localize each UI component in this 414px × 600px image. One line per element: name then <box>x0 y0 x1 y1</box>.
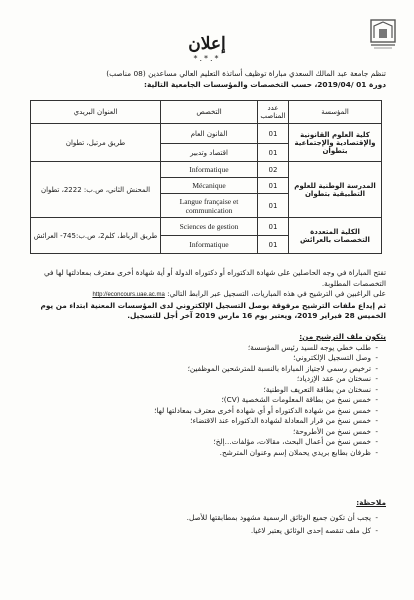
specialty-cell: Sciences de gestion <box>161 218 258 236</box>
table-row <box>31 162 382 178</box>
specialty-cell: اقتصاد وتدبير <box>161 144 258 162</box>
notes-list <box>30 513 386 537</box>
table-row <box>31 124 382 144</box>
count-cell: 01 <box>258 218 289 236</box>
list-item: - خمس نسخ من الأطروحة؛ <box>30 427 378 438</box>
institution-cell: كلية العلوم القانونية والإقتصادية والإجتماعية بتطوان <box>289 124 382 162</box>
list-item: - ترخيص رسمي لاجتياز المباراة بالنسبة للمترشحين الموظفين؛ <box>30 364 378 375</box>
page-title: إعلان <box>188 34 226 54</box>
registration-text <box>30 289 386 301</box>
title-stars: *.*.* <box>193 54 221 63</box>
list-item: - يجب أن تكون جميع الوثائق الرسمية مشهود بمطابقتها للأصل. <box>30 513 378 524</box>
list-item: - وصل التسجيل الإلكتروني؛ <box>30 353 378 364</box>
header-institution: المؤسسة <box>289 101 382 124</box>
list-item: - خمس نسخ من قرار المعادلة لشهادة الدكتوراه عند الاقتضاء؛ <box>30 416 378 427</box>
specialty-cell: Informatique <box>161 236 258 254</box>
list-item: - طلب خطي يوجه للسيد رئيس المؤسسة؛ <box>30 343 378 354</box>
list-item: - خمس نسخ من أعمال البحث، مقالات، مؤلفات...إلخ؛ <box>30 437 378 448</box>
header-specialty: التخصص <box>161 101 258 124</box>
intro-line-2: دورة 01 /2019/04، حسب التخصصات والمؤسسات الجامعية التالية: <box>144 80 386 89</box>
positions-table <box>30 100 382 254</box>
count-cell: 01 <box>258 178 289 194</box>
eligibility-text: تفتح المباراة في وجه الحاصلين على شهادة الدكتوراه أو دكتوراه الدولة أو أية شهادة أخرى معترف بمعادلتها لها في التخصصات المطلوبة. <box>43 268 386 288</box>
eligibility-section <box>30 268 386 322</box>
notes-section <box>30 498 386 537</box>
list-item: - كل ملف تنقصه إحدى الوثائق يعتبر لاغيا. <box>30 526 378 537</box>
registration-label: على الراغبين في الترشيح في هذه المباريات، التسجيل عبر الرابط التالي: <box>167 289 386 298</box>
address-cell: المحنش الثاني، ص.ب: 2222، تطوان <box>31 162 161 218</box>
specialty-cell: Mécanique <box>161 178 258 194</box>
intro-text <box>30 68 386 90</box>
documents-title: يتكون ملف الترشيح من: <box>299 332 386 341</box>
documents-section <box>30 332 386 458</box>
list-item: - خمس نسخ من شهادة الدكتوراه أو أي شهادة أخرى معترف بمعادلتها لها؛ <box>30 406 378 417</box>
deposit-text-b: يوم الخميس 28 فبراير 2019، ويعتبر يوم 16 مارس 2019 آخر أجل للتسجيل. <box>40 300 386 320</box>
address-cell: طريق الرباط، كلم2، ص.ب:745- العرائش <box>31 218 161 254</box>
count-cell: 01 <box>258 144 289 162</box>
deposit-text-a: ثم إيداع ملفات الترشيح مرفوقة بوصل التسجيل الإلكتروني لدى المؤسسات المعنية ابتداء من <box>55 300 386 310</box>
specialty-cell: Langue française et communication <box>161 194 258 218</box>
count-cell: 01 <box>258 236 289 254</box>
header-count: عدد المناصب <box>258 101 289 124</box>
specialty-cell: Informatique <box>161 162 258 178</box>
notes-title: ملاحظة: <box>356 498 386 507</box>
count-cell: 01 <box>258 124 289 144</box>
documents-list <box>30 343 386 459</box>
registration-link[interactable]: http://econcours.uae.ac.ma <box>92 292 165 298</box>
list-item: - نسختان من عقد الإزدياد؛ <box>30 374 378 385</box>
address-cell: طريق مرتيل، تطوان <box>31 124 161 162</box>
list-item: - نسختان من بطاقة التعريف الوطنية؛ <box>30 385 378 396</box>
institution-cell: الكلية المتعددة التخصصات بالعرائش <box>289 218 382 254</box>
intro-line-1: تنظم جامعة عبد المالك السعدي مباراة توظيف أساتذة التعليم العالي مساعدين (08 مناصب) <box>106 69 386 78</box>
institution-cell: المدرسة الوطنية للعلوم التطبيقية بتطوان <box>289 162 382 218</box>
header-address: العنوان البريدي <box>31 101 161 124</box>
table-row <box>31 218 382 236</box>
count-cell: 02 <box>258 162 289 178</box>
count-cell: 01 <box>258 194 289 218</box>
list-item: - خمس نسخ من بطاقة المعلومات الشخصية (CV)؛ <box>30 395 378 406</box>
deposit-text <box>30 301 386 322</box>
list-item: - ظرفان بطابع بريدي يحملان إسم وعنوان المترشح. <box>30 448 378 459</box>
table-header-row <box>31 101 382 124</box>
specialty-cell: القانون العام <box>161 124 258 144</box>
